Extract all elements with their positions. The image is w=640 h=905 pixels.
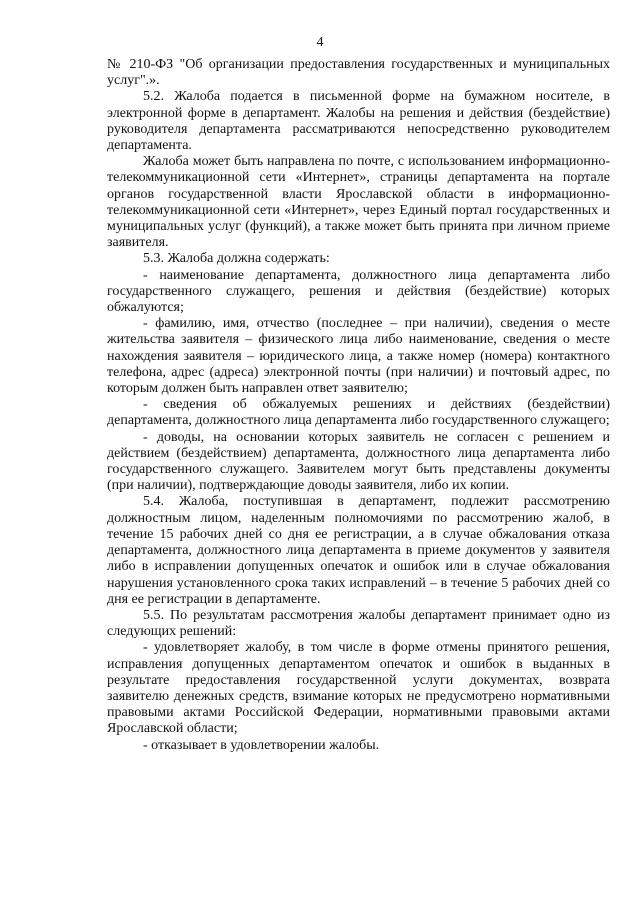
paragraph-5-4: 5.4. Жалоба, поступившая в департамент, подлежит рассмотрению должностным лицом, наделенным полномочиями по рассмотрению жалоб, в течение 15 рабочих дней со дня ее регистрации, а в случае обжалования отказа департамента, должностного лица департамента в приеме документов у заявителя либо в исправлении допущенных опечаток и ошибок или в случае обжалования нарушения установленного срока таких исправлений – в течение 5 рабочих дней со дня ее регистрации в департаменте. [107,494,610,607]
paragraph-5-2: 5.2. Жалоба подается в письменной форме на бумажном носителе, в электронной форме в департамент. Жалобы на решения и действия (бездействие) руководителя департамента рассматриваются непосредственно руководителем департамента. [107,89,610,154]
paragraph-complaint-channels: Жалоба может быть направлена по почте, с использованием информационно-телекоммуникационной сети «Интернет», страницы департамента на портале органов государственной власти Ярославской области в информационно-телекоммуникационной сети «Интернет», через Единый портал государственных и муниципальных услуг (функций), а также может быть принята при личном приеме заявителя. [107,154,610,251]
list-item-arguments: - доводы, на основании которых заявитель не согласен с решением и действием (бездействием) департамента, должностного лица департамента либо государственного служащего. Заявителем могут быть представлены документы (при наличии), подтверждающие доводы заявителя, либо их копии. [107,429,610,494]
paragraph-5-5: 5.5. По результатам рассмотрения жалобы департамент принимает одно из следующих решений: [107,607,610,640]
paragraph-law-reference: № 210-ФЗ "Об организации предоставления государственных и муниципальных услуг".». [107,57,610,89]
page-number: 4 [316,35,324,50]
list-item-applicant-info: - фамилию, имя, отчество (последнее – при наличии), сведения о месте жительства заявителя – физического лица либо наименование, сведения о месте нахождения заявителя – юридического лица, а также номер (номера) контактного телефона, адрес (адреса) электронной почты (при наличии) и почтовый адрес, по которым должен быть направлен ответ заявителю; [107,316,610,397]
document-body [107,57,610,754]
list-item-department-name: - наименование департамента, должностного лица департамента либо государственного служащего, решения и действия (бездействие) которых обжалуются; [107,267,610,316]
list-item-appealed-decisions: - сведения об обжалуемых решениях и действиях (бездействии) департамента, должностного лица департамента либо государственного служащего; [107,397,610,429]
list-item-satisfy-complaint: - удовлетворяет жалобу, в том числе в форме отмены принятого решения, исправления допущенных департаментом опечаток и ошибок в выданных в результате предоставления государственной услуги документах, возврата заявителю денежных средств, взимание которых не предусмотрено нормативными правовыми актами Российской Федерации, нормативными правовыми актами Ярославской области; [107,640,610,737]
list-item-reject-complaint: - отказывает в удовлетворении жалобы. [143,737,380,753]
paragraph-5-3: 5.3. Жалоба должна содержать: [143,251,330,267]
